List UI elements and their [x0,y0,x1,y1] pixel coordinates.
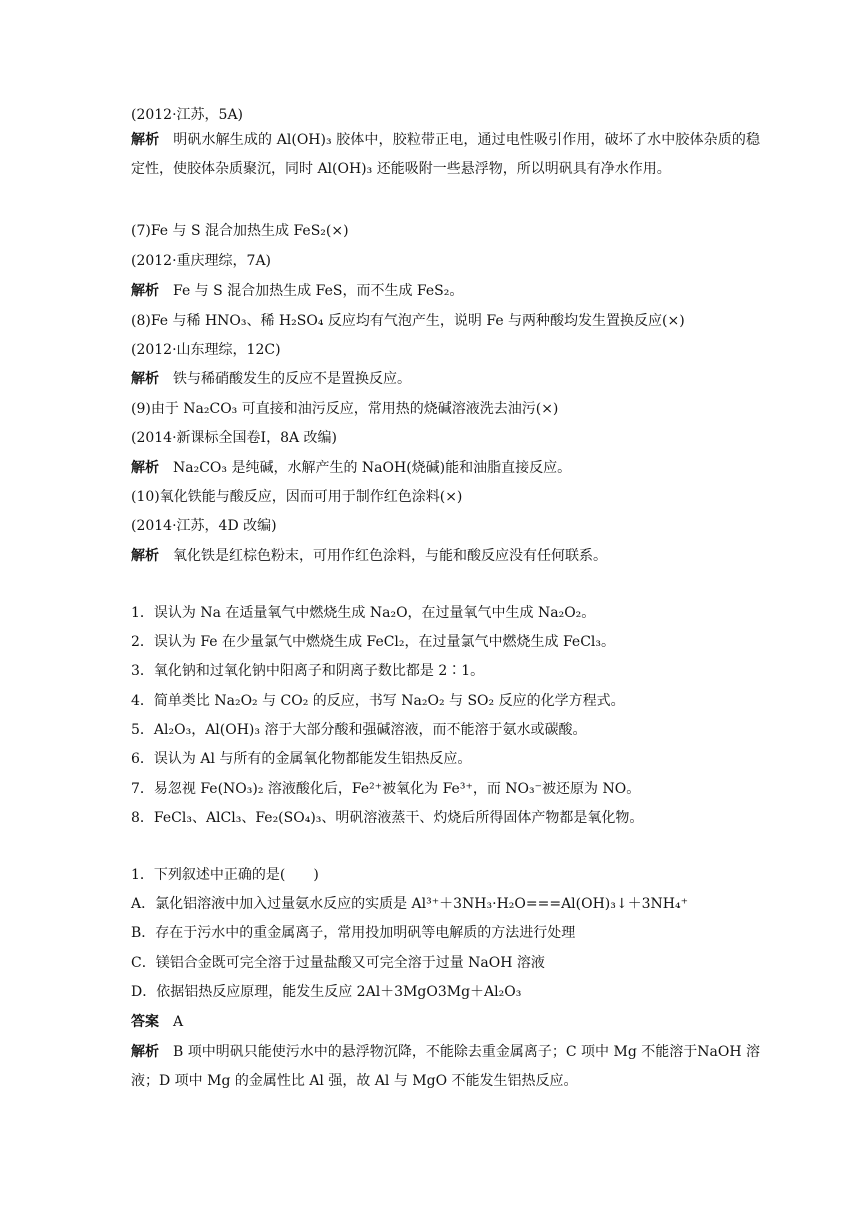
analysis-label: 解析 [131,283,159,299]
question-stem: 1．下列叙述中正确的是( ) [131,867,319,883]
statement-item: (8)Fe 与稀 HNO₃、稀 H₂SO₄ 反应均有气泡产生，说明 Fe 与两种酸均发生置换反应(×) [131,313,685,329]
analysis-block [131,280,760,302]
pitfall-item: 8．FeCl₃、AlCl₃、Fe₂(SO₄)₃、明矾溶液蒸干、灼烧后所得固体产物都是氧化物。 [131,810,644,826]
analysis-block [131,545,760,567]
pitfall-item: 1．误认为 Na 在适量氧气中燃烧生成 Na₂O，在过量氧气中生成 Na₂O₂。 [131,605,596,621]
answer-text: A [173,1014,184,1030]
source-citation: (2012·重庆理综，7A) [131,253,272,269]
option-d: D．依据铝热反应原理，能发生反应 2Al＋3MgO3Mg＋Al₂O₃ [131,984,522,1000]
source-citation: (2014·江苏，4D 改编) [131,518,277,534]
pitfall-item: 4．简单类比 Na₂O₂ 与 CO₂ 的反应，书写 Na₂O₂ 与 SO₂ 反应的化学方程式。 [131,693,625,709]
source-citation: (2012·江苏，5A) [131,107,244,123]
analysis-label: 解析 [131,460,159,476]
analysis-label: 解析 [131,548,159,564]
analysis-text: 铁与稀硝酸发生的反应不是置换反应。 [173,371,411,387]
analysis-text: B 项中明矾只能使污水中的悬浮物沉降，不能除去重金属离子；C 项中 Mg 不能溶于NaOH 溶液；D 项中 Mg 的金属性比 Al 强，故 Al 与 MgO 不能发生铝热反应。 [131,1044,760,1089]
analysis-text: 明矾水解生成的 Al(OH)₃ 胶体中，胶粒带正电，通过电性吸引作用，破坏了水中胶体杂质的稳定性，使胶体杂质聚沉，同时 Al(OH)₃ 还能吸附一些悬浮物，所以明矾具有净水作用。 [131,132,760,177]
analysis-text: Na₂CO₃ 是纯碱，水解产生的 NaOH(烧碱)能和油脂直接反应。 [173,460,572,476]
answer-label: 答案 [131,1014,159,1030]
analysis-text: Fe 与 S 混合加热生成 FeS，而不生成 FeS₂。 [173,283,464,299]
analysis-block [131,368,760,390]
pitfall-item: 5．Al₂O₃，Al(OH)₃ 溶于大部分酸和强碱溶液，而不能溶于氨水或碳酸。 [131,722,587,738]
analysis-text: 氧化铁是红棕色粉末，可用作红色涂料，与能和酸反应没有任何联系。 [173,548,607,564]
analysis-block [131,1038,760,1096]
pitfall-item: 6．误认为 Al 与所有的金属氧化物都能发生铝热反应。 [131,751,472,767]
answer-block [131,1011,760,1033]
statement-item: (9)由于 Na₂CO₃ 可直接和油污反应，常用热的烧碱溶液洗去油污(×) [131,401,559,417]
source-citation: (2014·新课标全国卷Ⅰ，8A 改编) [131,430,338,446]
analysis-label: 解析 [131,132,160,148]
statement-item: (7)Fe 与 S 混合加热生成 FeS₂(×) [131,223,349,239]
analysis-label: 解析 [131,371,159,387]
analysis-block [131,126,760,184]
analysis-block [131,457,760,479]
option-c: C．镁铝合金既可完全溶于过量盐酸又可完全溶于过量 NaOH 溶液 [131,955,545,971]
pitfall-item: 7．易忽视 Fe(NO₃)₂ 溶液酸化后，Fe²⁺被氧化为 Fe³⁺，而 NO₃⁻被还原为 NO。 [131,781,641,797]
pitfall-item: 3．氧化钠和过氧化钠中阳离子和阴离子数比都是 2∶1。 [131,663,485,679]
source-citation: (2012·山东理综，12C) [131,342,281,358]
option-b: B．存在于污水中的重金属离子，常用投加明矾等电解质的方法进行处理 [131,925,576,941]
pitfall-item: 2．误认为 Fe 在少量氯气中燃烧生成 FeCl₂，在过量氯气中燃烧生成 FeCl₃。 [131,634,616,650]
analysis-label: 解析 [131,1044,160,1060]
statement-item: (10)氧化铁能与酸反应，因而可用于制作红色涂料(×) [131,489,463,505]
option-a: A．氯化铝溶液中加入过量氨水反应的实质是 Al³⁺＋3NH₃·H₂O===Al(OH)₃↓＋3NH₄⁺ [131,896,688,912]
